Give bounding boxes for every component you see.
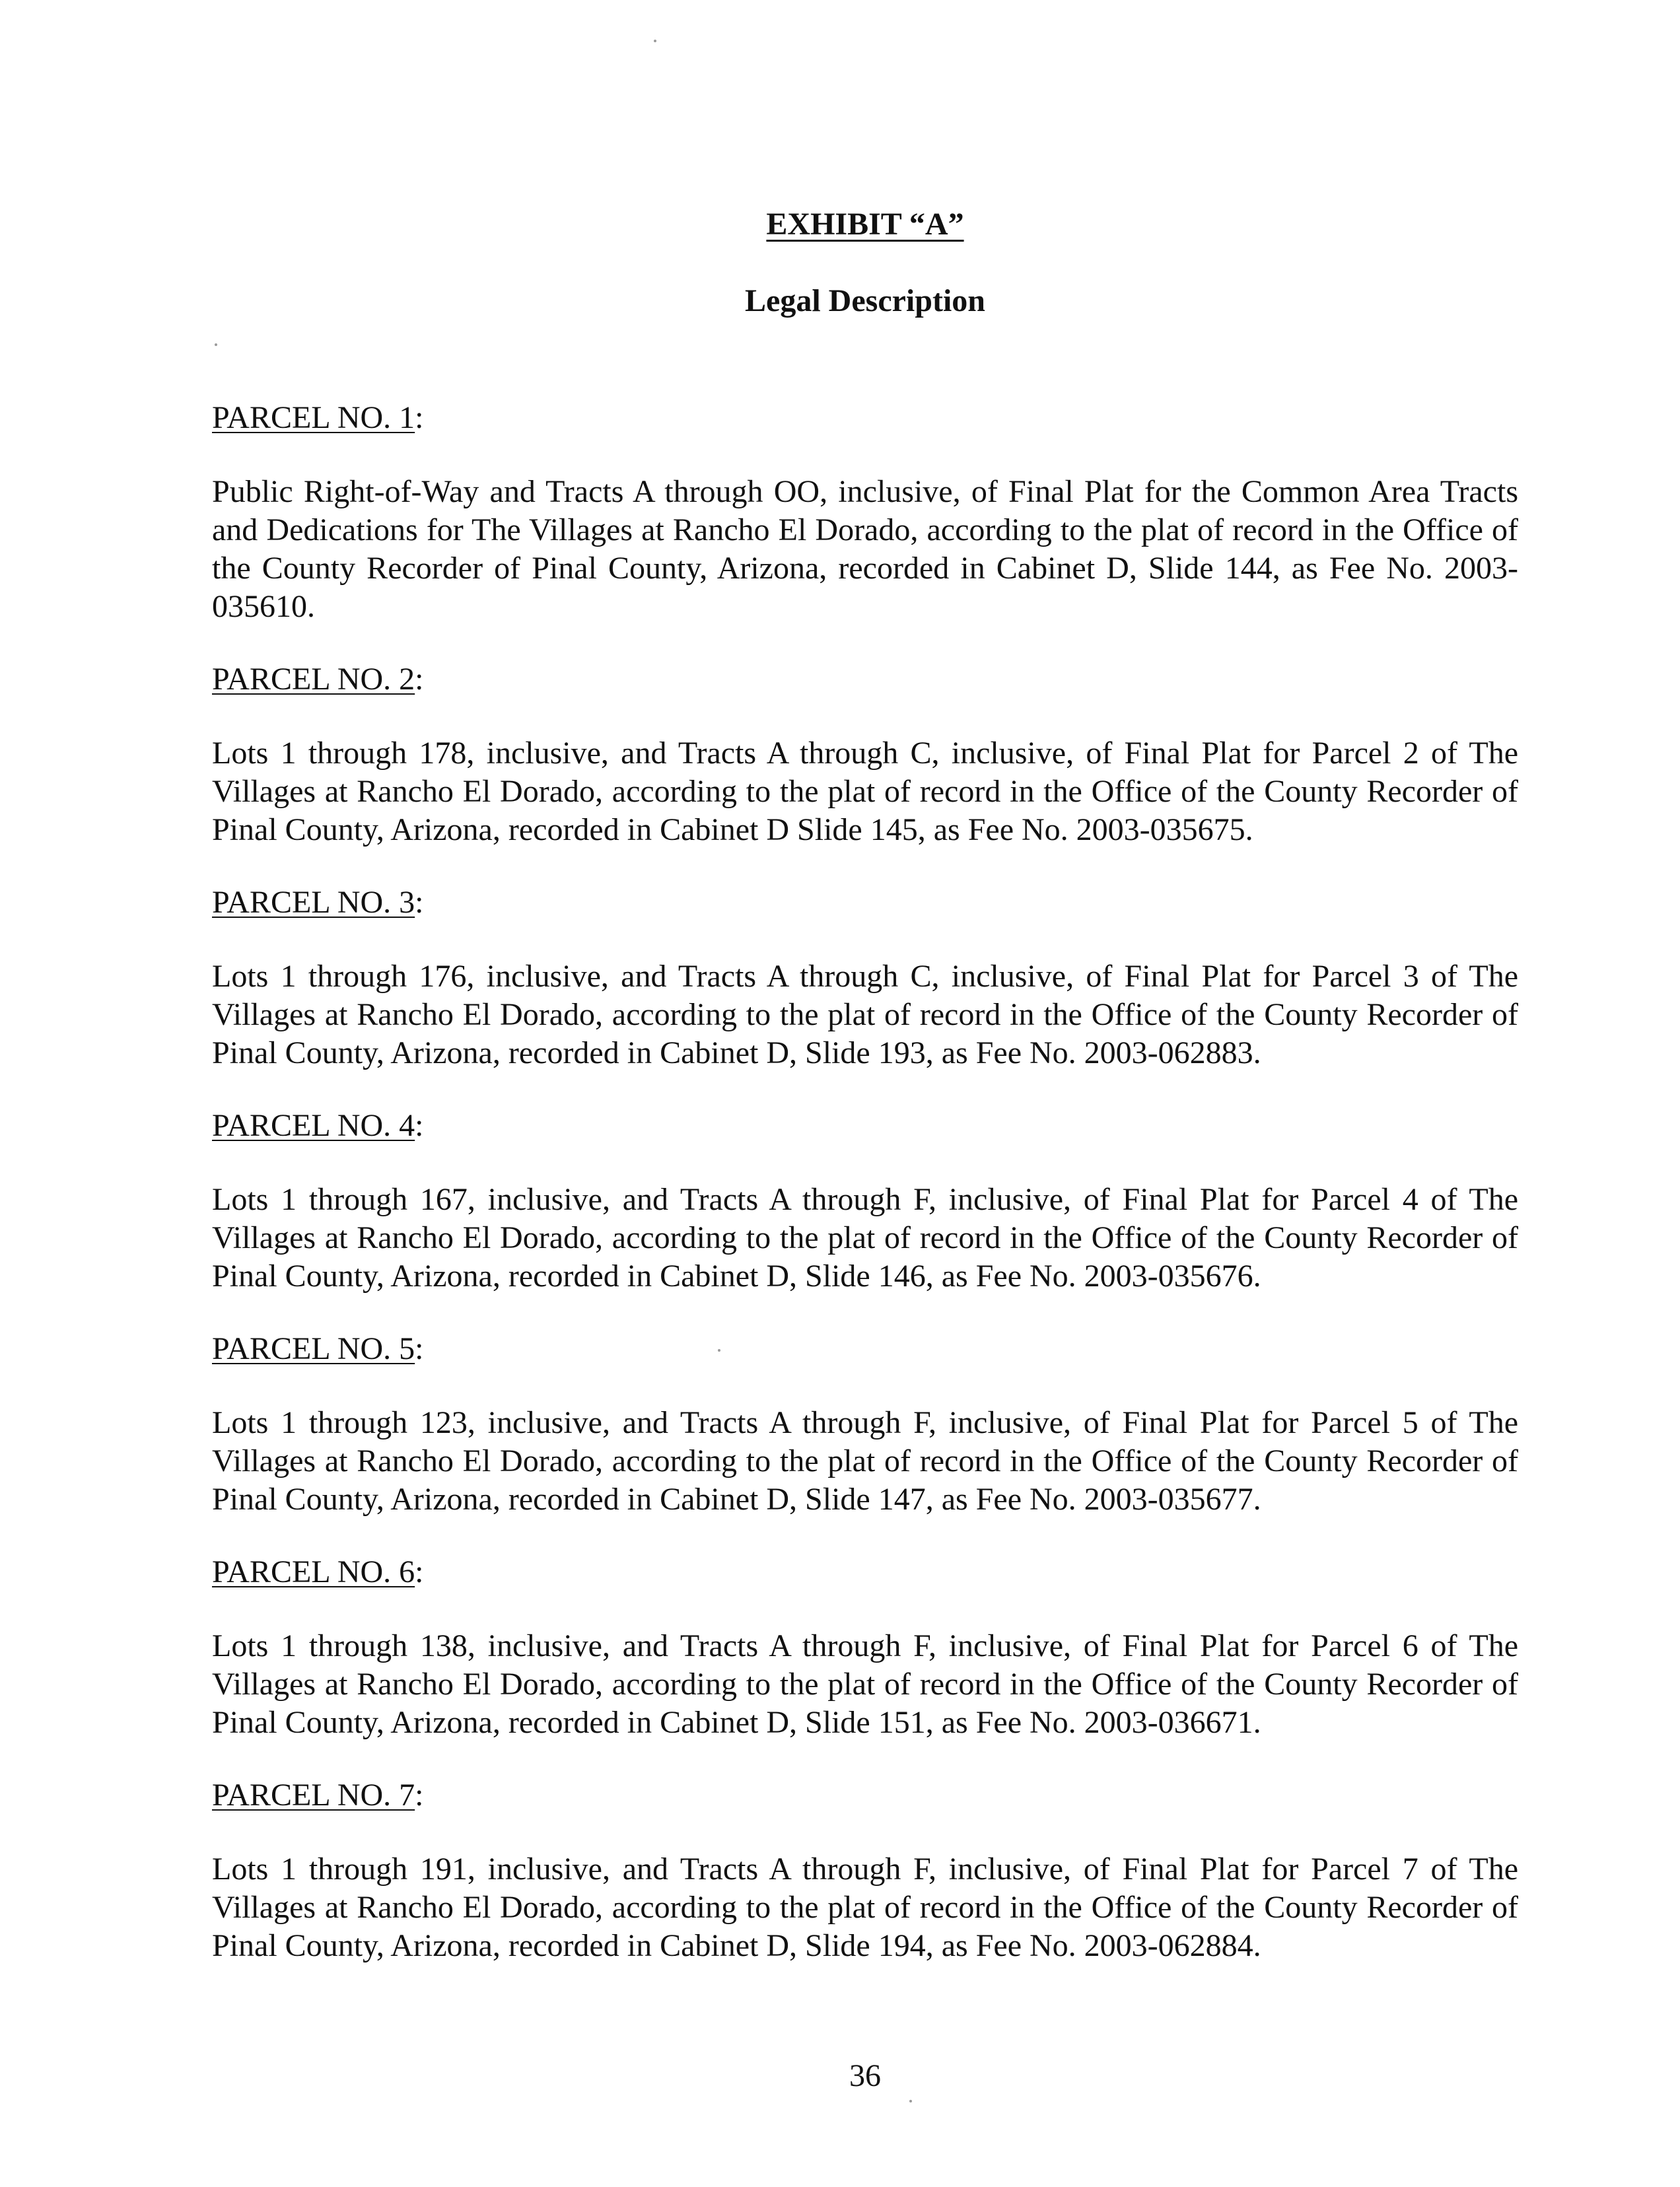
parcel-description: Lots 1 through 123, inclusive, and Tracts A through F, inclusive, of Final Plat for Parcel 5 of The Villages at Rancho El Dorado, according to the plat of record in the Office of the County Recorder of Pinal County, Arizona, recorded in Cabinet D, Slide 147, as Fee No. 2003-035677. bbox=[212, 1405, 1518, 1517]
parcel-heading-label: PARCEL NO. 7 bbox=[212, 1778, 415, 1813]
scan-speck bbox=[718, 1349, 720, 1352]
parcel-heading-label: PARCEL NO. 3 bbox=[212, 885, 415, 920]
parcel-list bbox=[212, 399, 1518, 1999]
parcel-description: Lots 1 through 178, inclusive, and Tracts A through C, inclusive, of Final Plat for Parcel 2 of The Villages at Rancho El Dorado, according to the plat of record in the Office of the County Recorder of Pinal County, Arizona, recorded in Cabinet D Slide 145, as Fee No. 2003-035675. bbox=[212, 736, 1518, 847]
parcel-heading-label: PARCEL NO. 2 bbox=[212, 662, 415, 697]
parcel-2 bbox=[212, 660, 1518, 849]
scan-speck bbox=[909, 2100, 912, 2102]
exhibit-title: EXHIBIT “A” bbox=[766, 207, 964, 242]
exhibit-subtitle: Legal Description bbox=[745, 283, 985, 318]
parcel-5 bbox=[212, 1330, 1518, 1519]
parcel-1 bbox=[212, 399, 1518, 626]
parcel-4 bbox=[212, 1107, 1518, 1296]
parcel-heading-label: PARCEL NO. 5 bbox=[212, 1331, 415, 1366]
parcel-heading: PARCEL NO. 4: bbox=[212, 1108, 424, 1143]
parcel-6 bbox=[212, 1553, 1518, 1742]
parcel-heading: PARCEL NO. 5: bbox=[212, 1331, 424, 1366]
parcel-description: Lots 1 through 138, inclusive, and Tracts A through F, inclusive, of Final Plat for Parcel 6 of The Villages at Rancho El Dorado, according to the plat of record in the Office of the County Recorder of Pinal County, Arizona, recorded in Cabinet D, Slide 151, as Fee No. 2003-036671. bbox=[212, 1628, 1518, 1740]
parcel-heading: PARCEL NO. 7: bbox=[212, 1778, 424, 1813]
parcel-heading: PARCEL NO. 6: bbox=[212, 1554, 424, 1589]
parcel-heading: PARCEL NO. 1: bbox=[212, 400, 424, 435]
parcel-description: Lots 1 through 176, inclusive, and Tracts A through C, inclusive, of Final Plat for Parcel 3 of The Villages at Rancho El Dorado, according to the plat of record in the Office of the County Recorder of Pinal County, Arizona, recorded in Cabinet D, Slide 193, as Fee No. 2003-062883. bbox=[212, 959, 1518, 1070]
parcel-heading-label: PARCEL NO. 4 bbox=[212, 1108, 415, 1143]
parcel-3 bbox=[212, 884, 1518, 1072]
scan-speck bbox=[654, 40, 656, 42]
parcel-heading-label: PARCEL NO. 1 bbox=[212, 400, 415, 435]
parcel-heading: PARCEL NO. 2: bbox=[212, 662, 424, 697]
parcel-heading-label: PARCEL NO. 6 bbox=[212, 1554, 415, 1589]
page-number: 36 bbox=[849, 2058, 881, 2093]
parcel-7 bbox=[212, 1776, 1518, 1965]
parcel-heading: PARCEL NO. 3: bbox=[212, 885, 424, 920]
scan-speck bbox=[215, 343, 217, 346]
parcel-description: Public Right-of-Way and Tracts A through OO, inclusive, of Final Plat for the Common Area Tracts and Dedications for The Villages at Rancho El Dorado, according to the plat of record in the Office of the County Recorder of Pinal County, Arizona, recorded in Cabinet D, Slide 144, as Fee No. 2003-035610. bbox=[212, 474, 1518, 624]
parcel-description: Lots 1 through 167, inclusive, and Tracts A through F, inclusive, of Final Plat for Parcel 4 of The Villages at Rancho El Dorado, according to the plat of record in the Office of the County Recorder of Pinal County, Arizona, recorded in Cabinet D, Slide 146, as Fee No. 2003-035676. bbox=[212, 1182, 1518, 1294]
parcel-description: Lots 1 through 191, inclusive, and Tracts A through F, inclusive, of Final Plat for Parcel 7 of The Villages at Rancho El Dorado, according to the plat of record in the Office of the County Recorder of Pinal County, Arizona, recorded in Cabinet D, Slide 194, as Fee No. 2003-062884. bbox=[212, 1852, 1518, 1963]
